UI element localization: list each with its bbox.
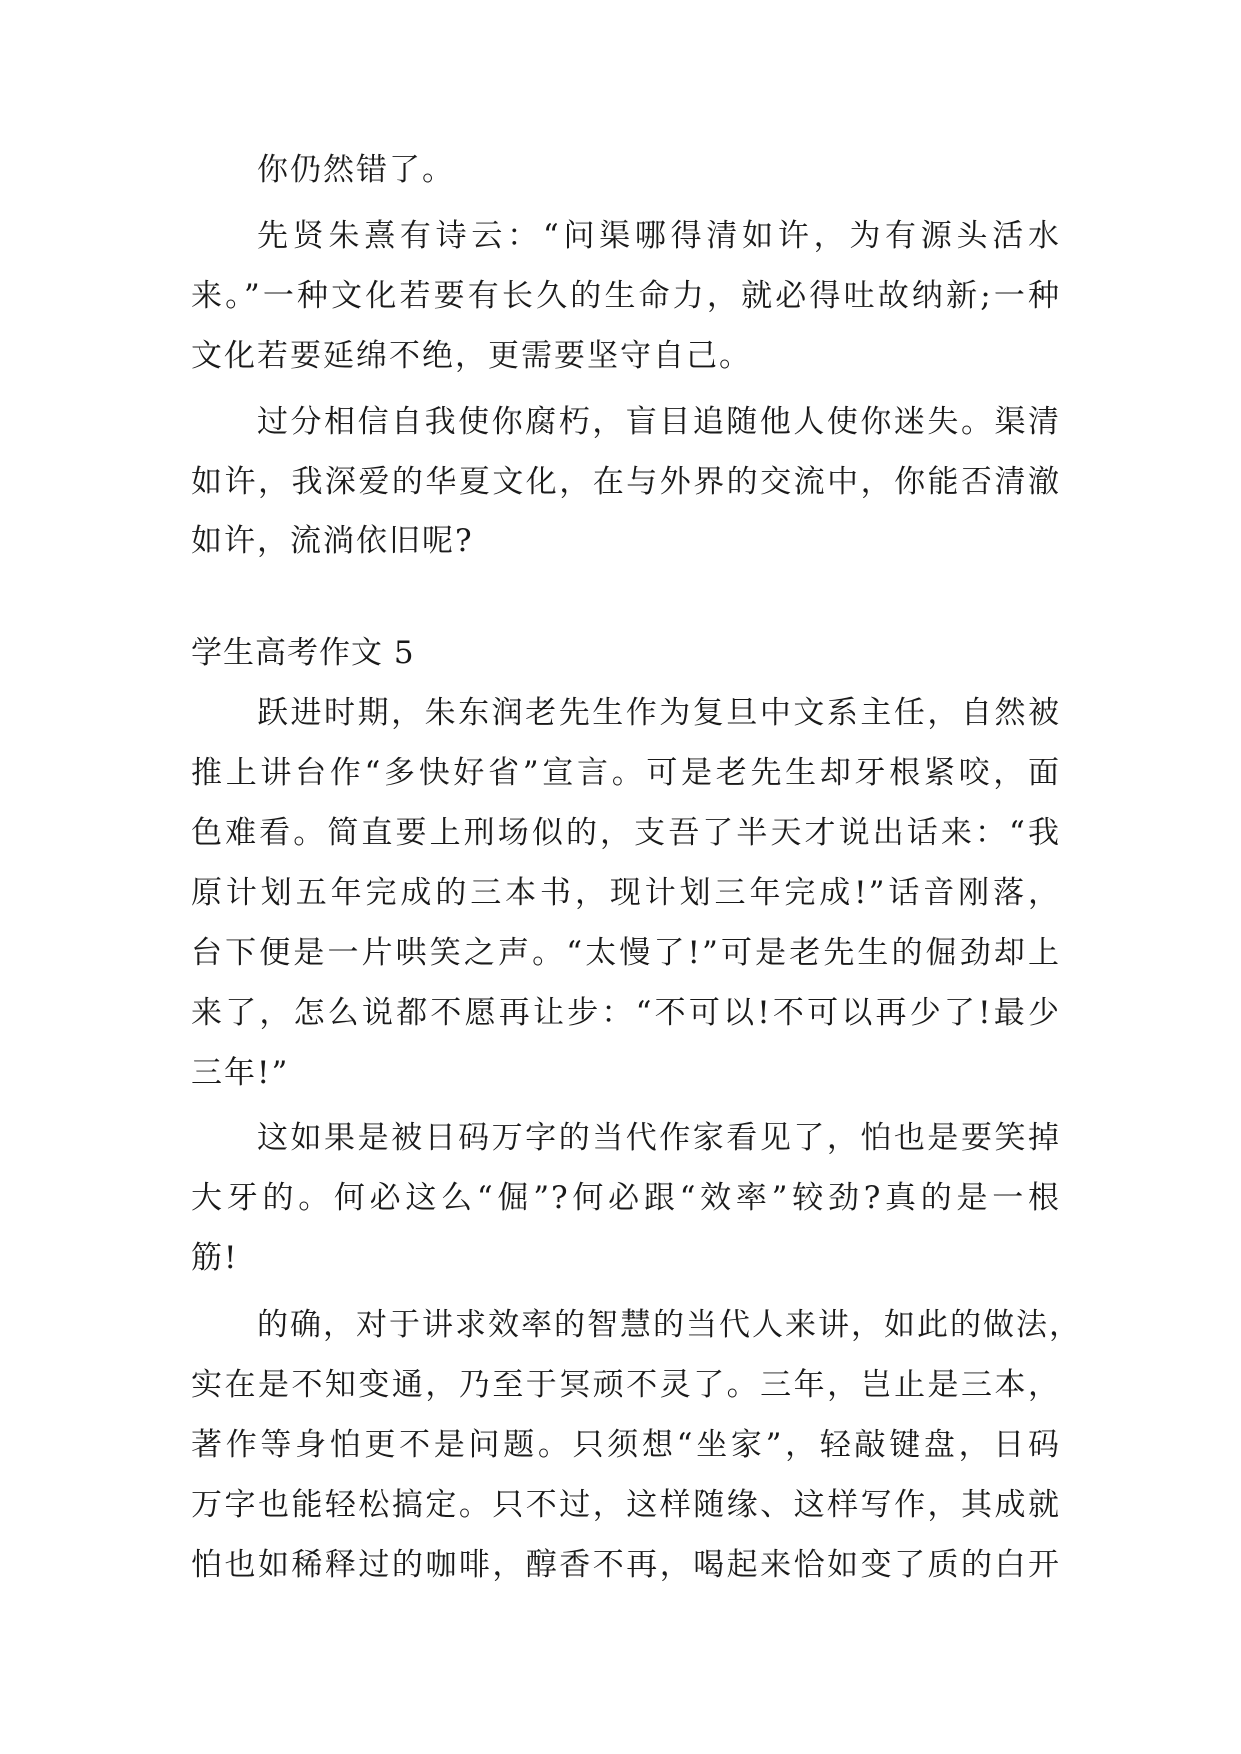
paragraph-line: 的确，对于讲求效率的智慧的当代人来讲，如此的做法， xyxy=(257,1307,1082,1343)
paragraph-line: 台下便是一片哄笑之声。“太慢了!”可是老先生的倔劲却上 xyxy=(191,935,1061,971)
paragraph-line: 文化若要延绵不绝，更需要坚守自己。 xyxy=(191,338,752,374)
paragraph-line: 这如果是被日码万字的当代作家看见了，怕也是要笑掉 xyxy=(257,1120,1061,1156)
paragraph-line: 跃进时期，朱东润老先生作为复旦中文系主任，自然被 xyxy=(257,695,1061,731)
paragraph-line: 你仍然错了。 xyxy=(257,152,455,188)
paragraph-line: 原计划五年完成的三本书，现计划三年完成!”话音刚落， xyxy=(191,875,1061,911)
paragraph-line: 过分相信自我使你腐朽，盲目追随他人使你迷失。渠清 xyxy=(257,404,1061,440)
paragraph-line: 大牙的。何必这么“倔”?何必跟“效率”较劲?真的是一根 xyxy=(191,1180,1061,1216)
paragraph-line: 怕也如稀释过的咖啡，醇香不再，喝起来恰如变了质的白开 xyxy=(191,1547,1061,1583)
paragraph-line: 三年!” xyxy=(191,1055,290,1091)
paragraph-line: 如许，我深爱的华夏文化，在与外界的交流中，你能否清澈 xyxy=(191,464,1061,500)
paragraph-line: 来了，怎么说都不愿再让步：“不可以!不可以再少了!最少 xyxy=(191,995,1061,1031)
paragraph-line: 著作等身怕更不是问题。只须想“坐家”，轻敲键盘，日码 xyxy=(191,1427,1061,1463)
paragraph-line: 推上讲台作“多快好省”宣言。可是老先生却牙根紧咬，面 xyxy=(191,755,1061,791)
paragraph-line: 色难看。简直要上刑场似的，支吾了半天才说出话来：“我 xyxy=(191,815,1061,851)
paragraph-line: 筋! xyxy=(191,1240,239,1276)
paragraph-line: 万字也能轻松搞定。只不过，这样随缘、这样写作，其成就 xyxy=(191,1487,1061,1523)
paragraph-line: 实在是不知变通，乃至于冥顽不灵了。三年，岂止是三本， xyxy=(191,1367,1061,1403)
section-heading: 学生高考作文 5 xyxy=(191,635,415,671)
paragraph-line: 如许，流淌依旧呢? xyxy=(191,523,474,559)
paragraph-line: 先贤朱熹有诗云：“问渠哪得清如许，为有源头活水 xyxy=(257,218,1061,254)
paragraph-line: 来。”一种文化若要有长久的生命力，就必得吐故纳新;一种 xyxy=(191,278,1061,314)
